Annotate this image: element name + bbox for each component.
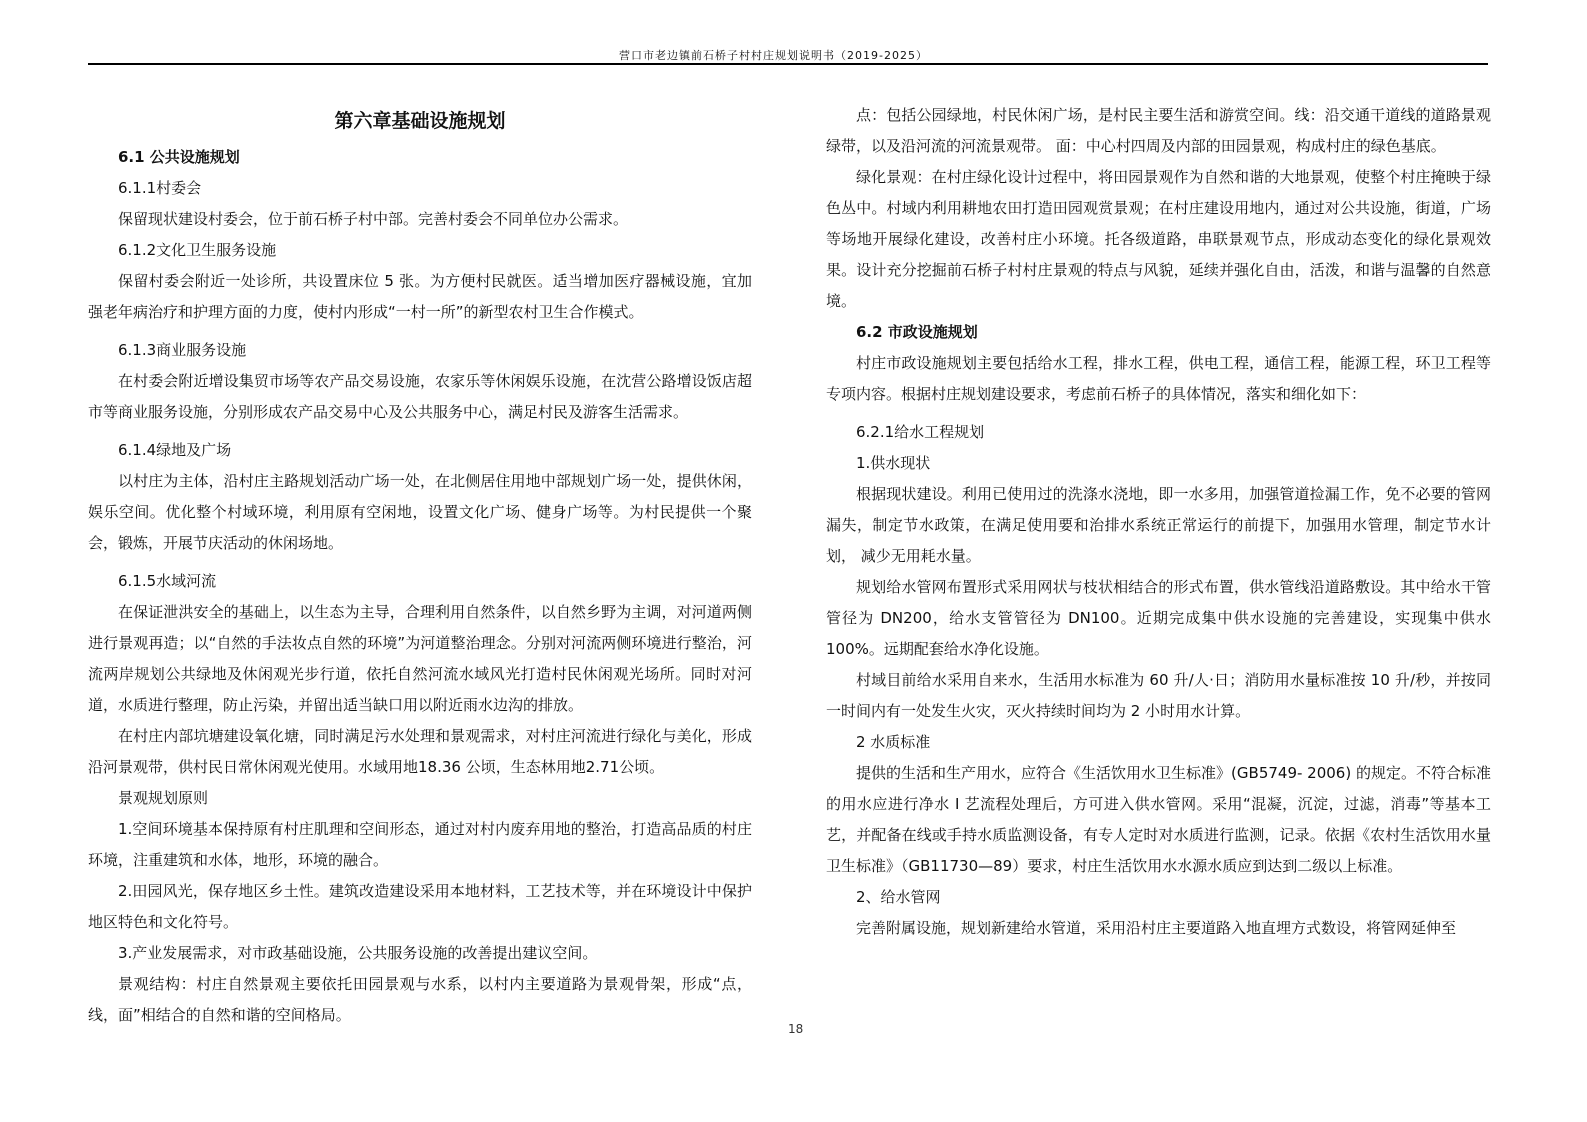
section-6-1-heading: 6.1 公共设施规划 (118, 148, 240, 166)
item-heading: 2 水质标准 (856, 733, 931, 751)
paragraph: 在村庄内部坑塘建设氧化塘，同时满足污水处理和景观需求，对村庄河流进行绿化与美化，形成沿河景观带，供村民日常休闲观光使用。水域用地18.36 公顷，生态林用地2.71公顷。 (88, 727, 752, 776)
landscape-principles-heading: 景观规划原则 (118, 789, 209, 807)
paragraph: 村域目前给水采用自来水，生活用水标准为 60 升/人·日；消防用水量标准按 10 升/秒，并按同一时间内有一处发生火灾，灭火持续时间均为 2 小时用水计算。 (826, 671, 1491, 720)
header-title: 营口市老边镇前石桥子村村庄规划说明书（2019-2025） (619, 49, 928, 62)
section-6-2-heading: 6.2 市政设施规划 (856, 323, 978, 341)
subsection-6-1-3-heading: 6.1.3商业服务设施 (118, 341, 247, 359)
subsection-6-2-1-heading: 6.2.1给水工程规划 (856, 423, 985, 441)
paragraph: 完善附属设施，规划新建给水管道，采用沿村庄主要道路入地直埋方式数设，将管网延伸至 (856, 919, 1457, 937)
subsection-6-1-2-heading: 6.1.2文化卫生服务设施 (118, 241, 277, 259)
paragraph: 以村庄为主体，沿村庄主路规划活动广场一处，在北侧居住用地中部规划广场一处，提供休闲， 娱乐空间。优化整个村域环境，利用原有空闲地，设置文化广场、健身广场等。为村民提供一个聚会，锻炼，开展节庆活动的休闲场地。 (88, 472, 752, 552)
left-column (88, 100, 752, 1031)
item-heading: 2、给水管网 (856, 888, 941, 906)
subsection-6-1-1-heading: 6.1.1村委会 (118, 179, 202, 197)
paragraph: 保留村委会附近一处诊所，共设置床位 5 张。为方便村民就医。适当增加医疗器械设施，宜加强老年病治疗和护理方面的力度，使村内形成“一村一所”的新型农村卫生合作模式。 (88, 272, 752, 321)
chapter-title: 第六章基础设施规划 (334, 110, 506, 132)
list-item: 1.空间环境基本保持原有村庄肌理和空间形态，通过对村内废弃用地的整治，打造高品质的村庄环境，注重建筑和水体，地形，环境的融合。 (88, 820, 752, 869)
paragraph: 保留现状建设村委会，位于前石桥子村中部。完善村委会不同单位办公需求。 (118, 210, 629, 228)
page-number: 18 (788, 1022, 804, 1036)
list-item: 3.产业发展需求，对市政基础设施，公共服务设施的改善提出建议空间。 (118, 944, 598, 962)
paragraph: 规划给水管网布置形式采用网状与枝状相结合的形式布置，供水管线沿道路敷设。其中给水干管管径为 DN200，给水支管管径为 DN100。近期完成集中供水设施的完善建设，实现集中供水100%。远期配套给水净化设施。 (826, 578, 1491, 658)
subsection-6-1-4-heading: 6.1.4绿地及广场 (118, 441, 232, 459)
paragraph: 提供的生活和生产用水，应符合《生活饮用水卫生标准》(GB5749- 2006) 的规定。不符合标准的用水应进行净水 I 艺流程处理后，方可进入供水管网。采用“混凝，沉淀，过滤，消毒”等基本工艺，并配备在线或手持水质监测设备，有专人定时对水质进行监测，记录。依据《农村生活饮用水量卫生标准》（GB11730—89）要求，村庄生活饮用水水源水质应到达到二级以上标准。 (826, 764, 1491, 875)
paragraph: 村庄市政设施规划主要包括给水工程，排水工程，供电工程，通信工程，能源工程，环卫工程等专项内容。根据村庄规划建设要求，考虑前石桥子的具体情况，落实和细化如下： (826, 354, 1491, 403)
paragraph: 根据现状建设。利用已使用过的洗涤水浇地，即一水多用，加强管道捡漏工作，免不必要的管网漏失，制定节水政策，在满足使用要和治排水系统正常运行的前提下，加强用水管理，制定节水计划， 减少无用耗水量。 (826, 485, 1491, 565)
paragraph: 点：包括公园绿地，村民休闲广场，是村民主要生活和游赏空间。线：沿交通干道线的道路景观绿带，以及沿河流的河流景观带。 面：中心村四周及内部的田园景观，构成村庄的绿色基底。 (826, 106, 1491, 155)
running-header (88, 49, 1488, 65)
item-heading: 1.供水现状 (856, 454, 931, 472)
paragraph: 景观结构：村庄自然景观主要依托田园景观与水系，以村内主要道路为景观骨架，形成“点，线，面”相结合的自然和谐的空间格局。 (88, 975, 752, 1024)
right-column (826, 100, 1491, 944)
paragraph: 绿化景观：在村庄绿化设计过程中，将田园景观作为自然和谐的大地景观，使整个村庄掩映于绿色丛中。村域内利用耕地农田打造田园观赏景观；在村庄建设用地内，通过对公共设施，街道，广场等场地开展绿化建设，改善村庄小环境。托各级道路，串联景观节点，形成动态变化的绿化景观效果。设计充分挖掘前石桥子村村庄景观的特点与风貌，延续并强化自由，活泼，和谐与温馨的自然意境。 (826, 168, 1491, 310)
paragraph: 在保证泄洪安全的基础上，以生态为主导，合理利用自然条件，以自然乡野为主调，对河道两侧进行景观再造；以“自然的手法妆点自然的环境”为河道整治理念。分别对河流两侧环境进行整治，河流两岸规划公共绿地及休闲观光步行道，依托自然河流水域风光打造村民休闲观光场所。同时对河道，水质进行整理，防止污染，并留出适当缺口用以附近雨水边沟的排放。 (88, 603, 752, 714)
list-item: 2.田园风光，保存地区乡土性。建筑改造建设采用本地材料，工艺技术等，并在环境设计中保护地区特色和文化符号。 (88, 882, 752, 931)
subsection-6-1-5-heading: 6.1.5水域河流 (118, 572, 217, 590)
paragraph: 在村委会附近增设集贸市场等农产品交易设施，农家乐等休闲娱乐设施，在沈营公路增设饭店超市等商业服务设施，分别形成农产品交易中心及公共服务中心，满足村民及游客生活需求。 (88, 372, 752, 421)
